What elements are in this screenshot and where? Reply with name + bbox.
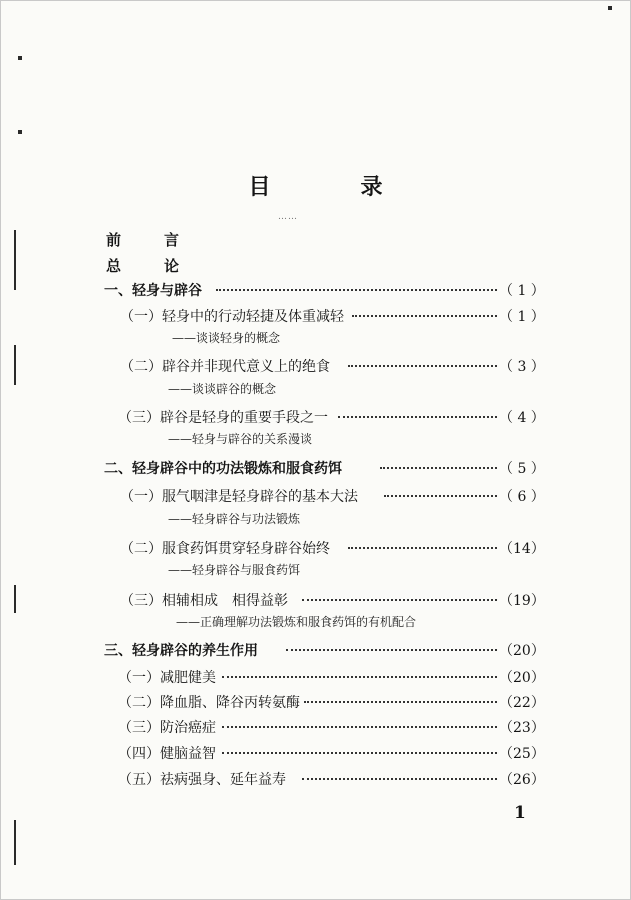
dot-leader xyxy=(302,599,501,601)
toc-entry xyxy=(0,590,631,612)
dot-leader xyxy=(384,495,501,497)
toc-entry-label: 二、轻身辟谷中的功法锻炼和服食药饵 xyxy=(104,458,344,478)
toc-entry-label: （四）健脑益智 xyxy=(118,743,218,763)
toc-entry-label: （一）轻身中的行动轻捷及体重减轻 xyxy=(120,306,346,326)
dot-leader xyxy=(348,365,501,367)
toc-entry-label: （二）降血脂、降谷丙转氨酶 xyxy=(118,692,302,712)
dot-leader xyxy=(302,778,501,780)
toc-entry-subtitle: ——正确理解功法锻炼和服食药饵的有机配合 xyxy=(176,615,417,629)
toc-entry-page: （ 6 ） xyxy=(499,486,543,506)
dot-leader xyxy=(380,467,501,469)
toc-entry xyxy=(0,692,631,714)
toc-entry-label: （三）防治癌症 xyxy=(118,717,218,737)
toc-entry-page: （ 5 ） xyxy=(499,458,543,478)
toc-title: 目 录 xyxy=(248,174,417,200)
toc-entry-page: （22） xyxy=(499,692,543,712)
toc-entry-label: （三）辟谷是轻身的重要手段之一 xyxy=(118,407,330,427)
toc-entry-label: （二）辟谷并非现代意义上的绝食 xyxy=(120,356,332,376)
dot-leader xyxy=(222,676,501,678)
toc-entry-label: （二）服食药饵贯穿轻身辟谷始终 xyxy=(120,538,332,558)
dot-leader xyxy=(286,649,501,651)
toc-entry xyxy=(0,356,631,378)
toc-entry-page: （14） xyxy=(499,538,543,558)
toc-entry-page: （23） xyxy=(499,717,543,737)
toc-entry xyxy=(0,743,631,765)
toc-entry xyxy=(0,280,631,302)
page-number: 1 xyxy=(514,803,526,823)
scan-mark xyxy=(14,820,16,865)
toc-entry-label: 三、轻身辟谷的养生作用 xyxy=(104,640,260,660)
toc-entry xyxy=(0,667,631,689)
scan-mark xyxy=(608,6,612,10)
scan-mark xyxy=(18,56,22,60)
toc-entry xyxy=(0,640,631,662)
dot-leader xyxy=(348,547,501,549)
preface-heading: 前 言 xyxy=(106,231,194,249)
toc-entry-page: （ 3 ） xyxy=(499,356,543,376)
toc-entry-page: （20） xyxy=(499,640,543,660)
toc-entry xyxy=(0,769,631,791)
overview-heading: 总 论 xyxy=(106,257,194,275)
toc-entry-label: （一）减肥健美 xyxy=(118,667,218,687)
toc-entry-page: （19） xyxy=(499,590,543,610)
dot-leader xyxy=(338,416,501,418)
dot-leader xyxy=(304,701,501,703)
toc-entry-page: （ 1 ） xyxy=(499,306,543,326)
toc-entry-label: 一、轻身与辟谷 xyxy=(104,280,204,300)
title-ornament: …… xyxy=(278,212,298,222)
toc-entry-subtitle: ——轻身辟谷与服食药饵 xyxy=(168,563,301,577)
toc-entry xyxy=(0,538,631,560)
scan-mark xyxy=(18,130,22,134)
toc-entry-page: （ 1 ） xyxy=(499,280,543,300)
toc-entry-page: （25） xyxy=(499,743,543,763)
toc-entry-subtitle: ——轻身辟谷与功法锻炼 xyxy=(168,512,301,526)
dot-leader xyxy=(222,752,501,754)
toc-entry-page: （20） xyxy=(499,667,543,687)
toc-entry-label: （三）相辅相成 相得益彰 xyxy=(120,590,290,610)
toc-entry xyxy=(0,306,631,328)
toc-entry-label: （五）祛病强身、延年益寿 xyxy=(118,769,288,789)
toc-entry xyxy=(0,407,631,429)
dot-leader xyxy=(352,315,501,317)
toc-entry-subtitle: ——谈谈辟谷的概念 xyxy=(168,382,277,396)
toc-entry-subtitle: ——谈谈轻身的概念 xyxy=(172,331,281,345)
dot-leader xyxy=(216,289,501,291)
toc-entry-page: （26） xyxy=(499,769,543,789)
toc-entry-page: （ 4 ） xyxy=(499,407,543,427)
toc-entry xyxy=(0,486,631,508)
toc-entry-subtitle: ——轻身与辟谷的关系漫谈 xyxy=(168,432,313,446)
dot-leader xyxy=(222,726,501,728)
toc-entry xyxy=(0,717,631,739)
toc-entry-label: （一）服气咽津是轻身辟谷的基本大法 xyxy=(120,486,360,506)
toc-entry xyxy=(0,458,631,480)
